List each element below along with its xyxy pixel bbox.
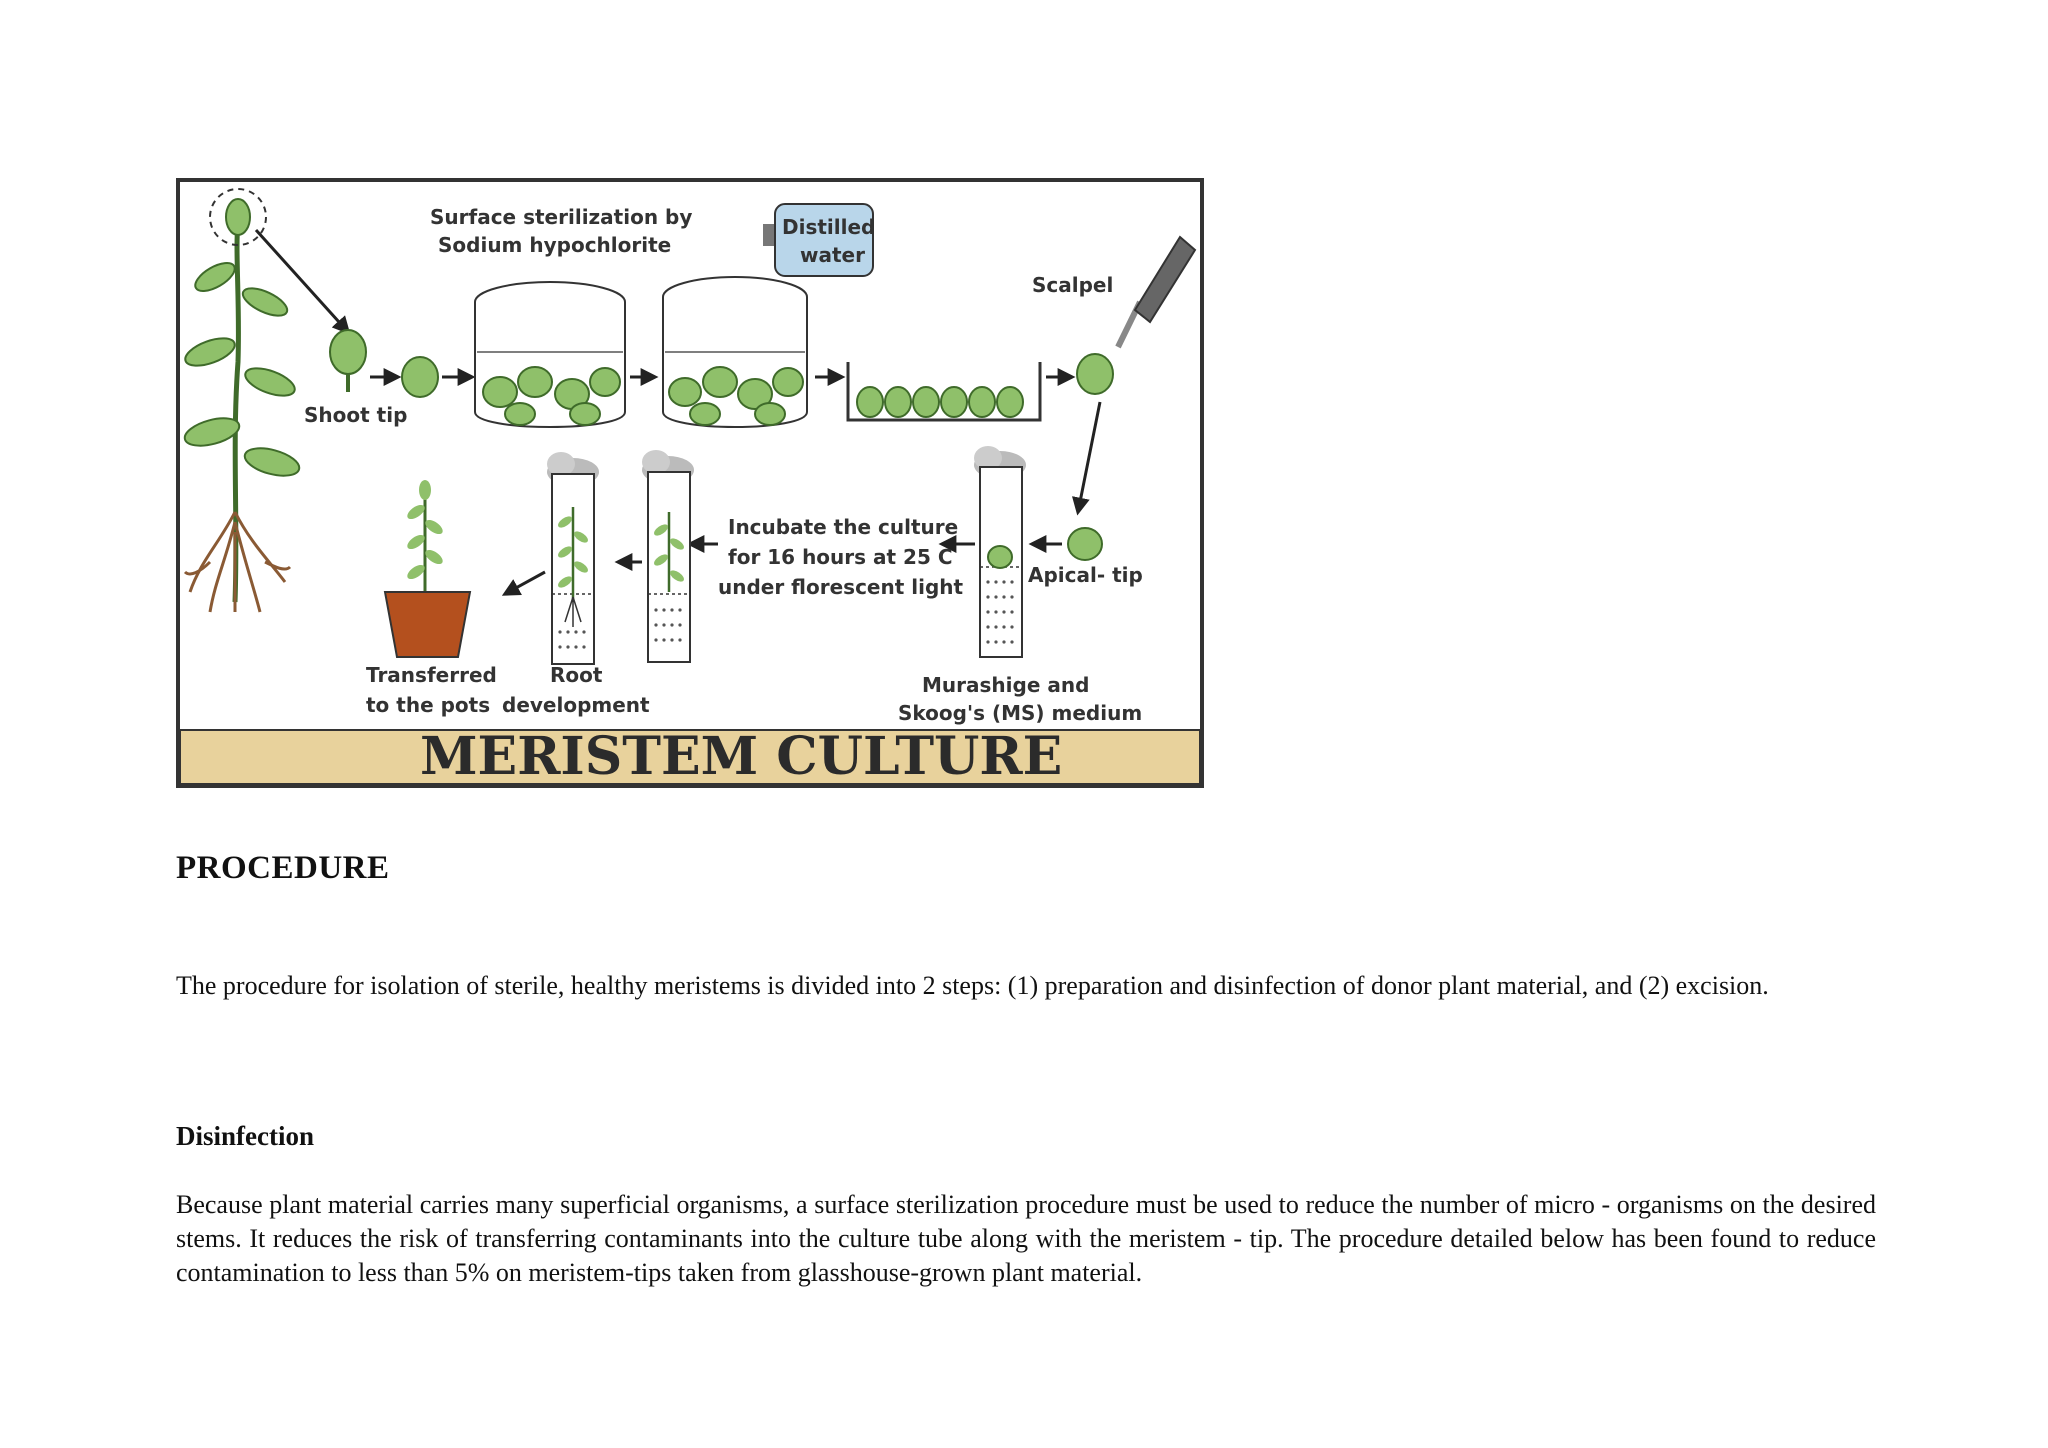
figure-title: MERISTEM CULTURE [420, 726, 1063, 784]
root-development-tube [547, 452, 599, 664]
sterilization-beaker [475, 282, 625, 427]
root-development-label-line1: Root [550, 663, 603, 687]
meristem-culture-figure [176, 178, 1204, 788]
apical-tip-label: Apical- tip [1028, 563, 1143, 587]
shoot-tip-excised [402, 357, 438, 397]
incubate-label-line1: Incubate the culture [728, 515, 959, 539]
incubate-label-line2: for 16 hours at 25 C [728, 545, 953, 569]
disinfection-paragraph: Because plant material carries many superficial organisms, a surface sterilization procedure must be used to reduce the number of micro - organisms on the desired stems. It reduces the risk of transferring contaminants into the culture tube along with the meristem - tip. The procedure detailed below has been found to reduce contamination to less than 5% on meristem-tips taken from glasshouse-grown plant material. [176, 1190, 1876, 1287]
procedure-heading: PROCEDURE [176, 850, 390, 886]
ms-medium-tube [974, 446, 1026, 657]
distilled-label-line1: Distilled [782, 215, 876, 239]
isolated-shoot-tip [1077, 354, 1113, 394]
drying-tray [848, 362, 1040, 420]
ms-medium-label-line1: Murashige and [922, 673, 1090, 697]
incubate-label-line3: under florescent light [718, 575, 964, 599]
transferred-label-line1: Transferred [366, 663, 497, 687]
transferred-label-line2: to the pots [366, 693, 491, 717]
procedure-intro-paragraph: The procedure for isolation of sterile, healthy meristems is divided into 2 steps: (1) preparation and disinfection of donor plant material, and (2) excision. [176, 971, 1769, 1000]
scalpel-illustration [1118, 237, 1195, 347]
donor-plant-illustration [182, 189, 302, 612]
distilled-label-line2: water [800, 243, 865, 267]
sterilization-label-line2: Sodium hypochlorite [438, 233, 672, 257]
incubated-culture-tube [642, 450, 694, 662]
sterilization-label-line1: Surface sterilization by [430, 205, 693, 229]
rinse-beaker [663, 277, 807, 427]
disinfection-heading: Disinfection [176, 1121, 314, 1151]
shoot-tip-label: Shoot tip [304, 403, 408, 427]
root-development-label-line2: development [502, 693, 650, 717]
ms-medium-label-line2: Skoog's (MS) medium [898, 701, 1143, 725]
scalpel-label: Scalpel [1032, 273, 1114, 297]
potted-plant-illustration [385, 480, 470, 657]
shoot-tip-illustration [330, 330, 366, 392]
apical-tip-illustration [1068, 528, 1102, 560]
